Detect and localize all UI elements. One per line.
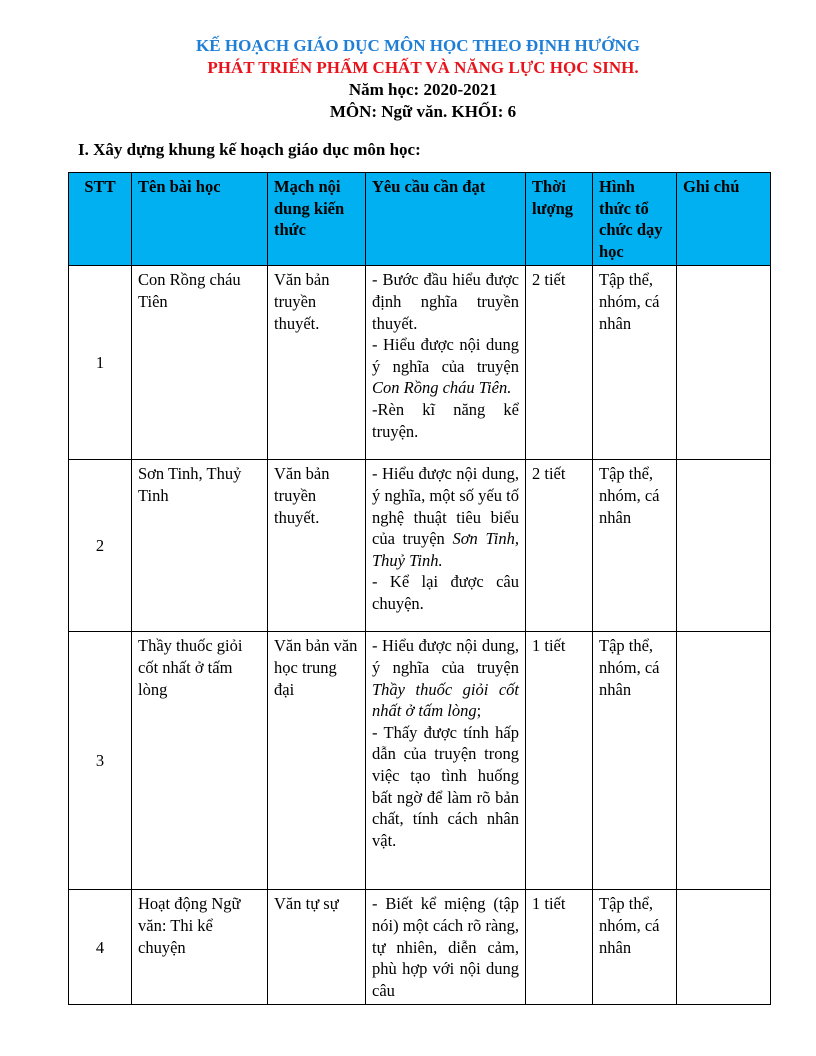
header-note: Ghi chú <box>677 173 771 266</box>
cell-duration: 2 tiết <box>526 266 593 460</box>
requirement-line: -Rèn kĩ năng kể truyện. <box>372 399 519 441</box>
table-row <box>69 266 771 460</box>
table-row <box>69 890 771 1005</box>
cell-lesson: Hoạt động Ngữ văn: Thi kể chuyện <box>132 890 268 1005</box>
title-line-2: PHÁT TRIỂN PHẨM CHẤT VÀ NĂNG LỰC HỌC SINH. <box>207 58 639 77</box>
cell-requirements <box>366 460 526 632</box>
subject-grade: MÔN: Ngữ văn. KHỐI: 6 <box>329 102 517 121</box>
plan-table <box>68 172 771 1005</box>
requirement-line: - Hiểu được nội dung, ý nghĩa của truyện Thầy thuốc giỏi cốt nhất ở tấm lòng; <box>372 636 519 721</box>
cell-note <box>677 460 771 632</box>
cell-stt: 4 <box>69 890 132 1005</box>
cell-lesson: Thầy thuốc giỏi cốt nhất ở tấm lòng <box>132 632 268 890</box>
requirement-line: - Hiểu được nội dung ý nghĩa của truyện Con Rồng cháu Tiên. <box>372 335 519 398</box>
requirement-line: - Hiểu được nội dung, ý nghĩa, một số yếu tố nghệ thuật tiêu biểu của truyện Sơn Tinh, Thuỷ Tinh. <box>372 464 519 570</box>
cell-lesson: Sơn Tinh, Thuỷ Tinh <box>132 460 268 632</box>
requirement-line: - Thấy được tính hấp dẫn của truyện trong việc tạo tình huống bất ngờ để làm rõ bản chất, tính cách nhân vật. <box>372 722 519 850</box>
cell-form: Tập thể, nhóm, cá nhân <box>593 890 677 1005</box>
title-line-1: KẾ HOẠCH GIÁO DỤC MÔN HỌC THEO ĐỊNH HƯỚNG <box>196 36 640 55</box>
section-title: I. Xây dựng khung kế hoạch giáo dục môn học: <box>78 140 421 159</box>
header-duration: Thời lượng <box>526 173 593 266</box>
header-stt: STT <box>69 173 132 266</box>
cell-content: Văn tự sự <box>268 890 366 1005</box>
cell-lesson: Con Rồng cháu Tiên <box>132 266 268 460</box>
header-content: Mạch nội dung kiến thức <box>268 173 366 266</box>
school-year: Năm học: 2020-2021 <box>348 80 498 99</box>
cell-note <box>677 632 771 890</box>
cell-requirements <box>366 266 526 460</box>
cell-stt: 2 <box>69 460 132 632</box>
cell-duration: 2 tiết <box>526 460 593 632</box>
cell-form: Tập thể, nhóm, cá nhân <box>593 266 677 460</box>
cell-content: Văn bản văn học trung đại <box>268 632 366 890</box>
cell-requirements <box>366 890 526 1005</box>
cell-content: Văn bản truyền thuyết. <box>268 460 366 632</box>
requirement-line: - Biết kể miệng (tập nói) một cách rõ ràng, tự nhiên, diễn cảm, phù hợp với nội dung câu <box>372 894 519 1000</box>
table-row <box>69 632 771 890</box>
cell-form: Tập thể, nhóm, cá nhân <box>593 460 677 632</box>
cell-requirements <box>366 632 526 890</box>
cell-stt: 1 <box>69 266 132 460</box>
cell-duration: 1 tiết <box>526 632 593 890</box>
cell-duration: 1 tiết <box>526 890 593 1005</box>
requirement-line: - Kể lại được câu chuyện. <box>372 572 519 613</box>
table-header-row <box>69 173 771 266</box>
cell-note <box>677 266 771 460</box>
requirement-line: - Bước đầu hiểu được định nghĩa truyền thuyết. <box>372 270 519 333</box>
cell-form: Tập thể, nhóm, cá nhân <box>593 632 677 890</box>
cell-content: Văn bản truyền thuyết. <box>268 266 366 460</box>
header-requirements: Yêu cầu cần đạt <box>366 173 526 266</box>
table-row <box>69 460 771 632</box>
header-lesson: Tên bài học <box>132 173 268 266</box>
cell-stt: 3 <box>69 632 132 890</box>
header-form: Hình thức tổ chức dạy học <box>593 173 677 266</box>
cell-note <box>677 890 771 1005</box>
